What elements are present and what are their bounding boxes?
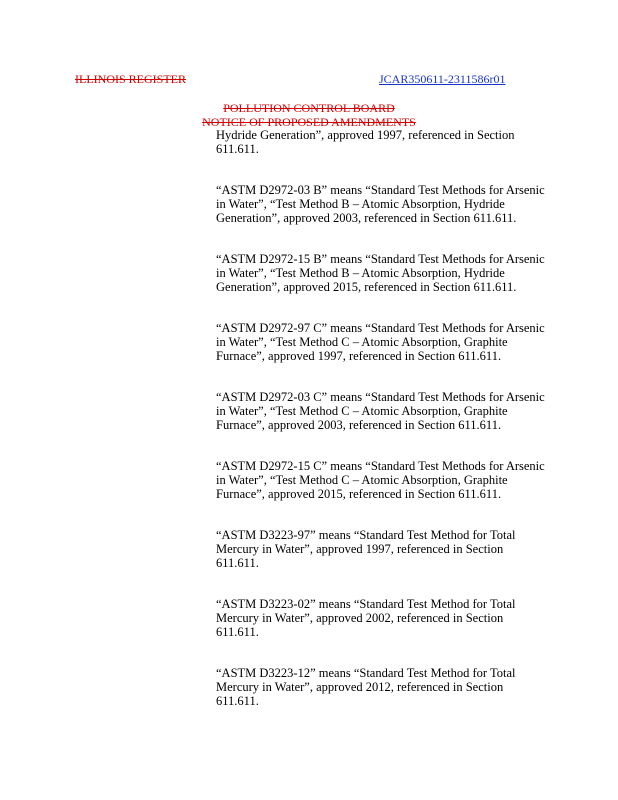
definition-paragraph: “ASTM D3223-97” means “Standard Test Method for Total Mercury in Water”, approved 1997, referenced in Section 611.611. [216,528,516,570]
agency-title: POLLUTION CONTROL BOARD [223,101,395,115]
definition-paragraph: “ASTM D2972-15 B” means “Standard Test Methods for Arsenic in Water”, “Test Method B – Atomic Absorption, Hydride Generation”, approved 2015, referenced in Section 611.611. [216,252,545,294]
definition-paragraph: “ASTM D2972-97 C” means “Standard Test Methods for Arsenic in Water”, “Test Method C – Atomic Absorption, Graphite Furnace”, approved 1997, referenced in Section 611.611. [216,321,545,363]
document-id: JCAR350611-2311586r01 [379,72,506,86]
definition-paragraph: “ASTM D2972-03 B” means “Standard Test Methods for Arsenic in Water”, “Test Method B – Atomic Absorption, Hydride Generation”, approved 2003, referenced in Section 611.611. [216,183,545,225]
definition-paragraph: “ASTM D2972-15 C” means “Standard Test Methods for Arsenic in Water”, “Test Method C – Atomic Absorption, Graphite Furnace”, approved 2015, referenced in Section 611.611. [216,459,545,501]
definitions-body [216,128,546,735]
continuation-paragraph: Hydride Generation”, approved 1997, referenced in Section 611.611. [216,128,515,156]
notice-title: NOTICE OF PROPOSED AMENDMENTS [202,115,416,129]
definition-paragraph: “ASTM D2972-03 C” means “Standard Test Methods for Arsenic in Water”, “Test Method C – Atomic Absorption, Graphite Furnace”, approved 2003, referenced in Section 611.611. [216,390,545,432]
register-header: ILLINOIS REGISTER [75,72,186,86]
definition-paragraph: “ASTM D3223-12” means “Standard Test Method for Total Mercury in Water”, approved 2012, referenced in Section 611.611. [216,666,516,708]
definition-paragraph: “ASTM D3223-02” means “Standard Test Method for Total Mercury in Water”, approved 2002, referenced in Section 611.611. [216,597,516,639]
